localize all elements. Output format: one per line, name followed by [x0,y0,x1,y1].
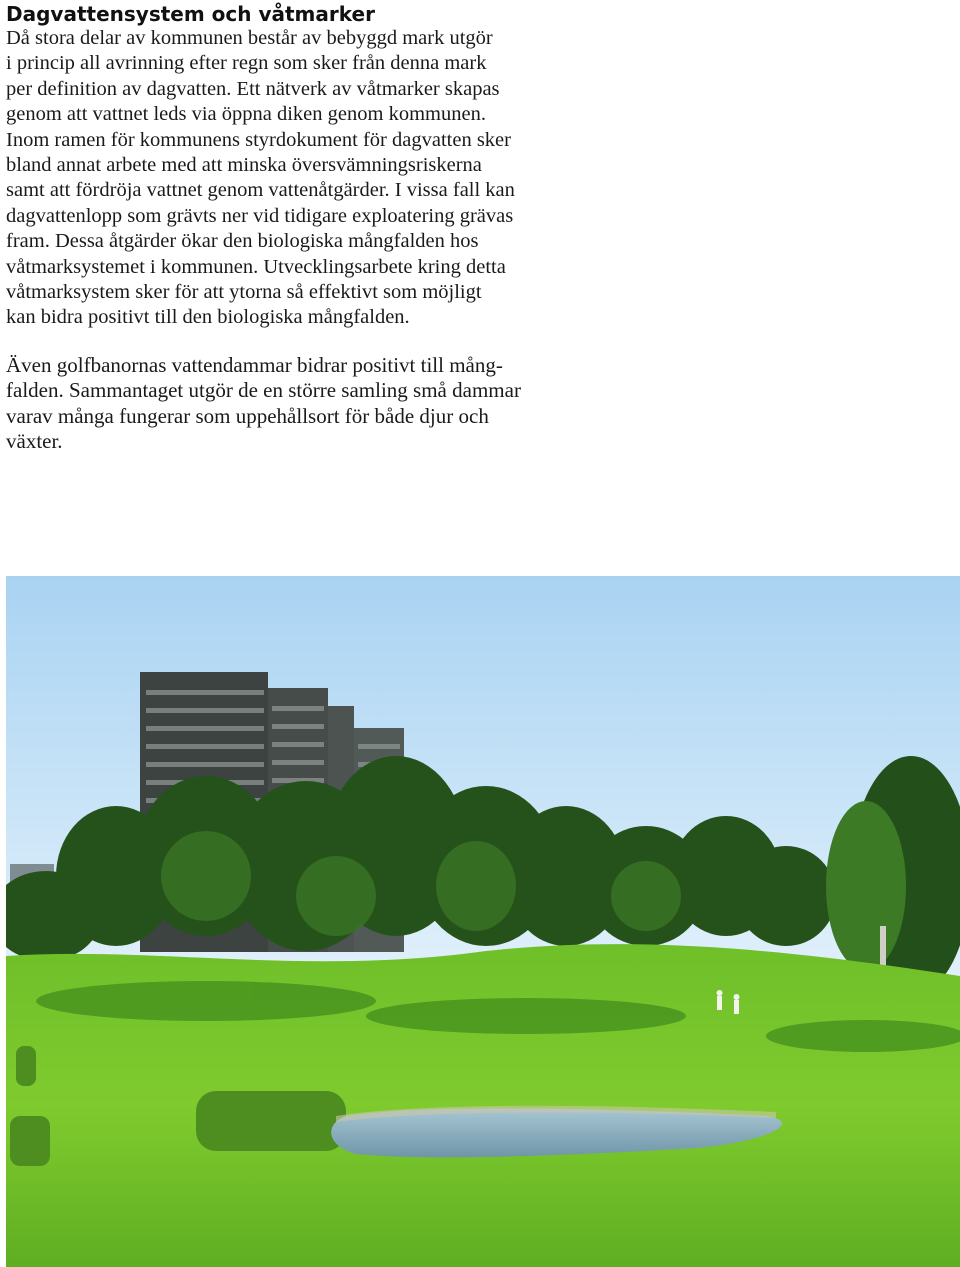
paragraph-line: våtmarksystem sker för att ytorna så effektivt som möjligt [6,281,482,304]
paragraph-line: genom att vattnet leds via öppna diken genom kommunen. [6,103,486,126]
paragraph-line: kan bidra positivt till den biologiska mångfalden. [6,306,410,329]
section-heading: Dagvattensystem och våtmarker [6,2,375,26]
paragraph-line: varav många fungerar som uppehållsort för både djur och [6,403,489,428]
paragraph-line: Då stora delar av kommunen består av bebyggd mark utgör [6,27,493,49]
paragraph-line: växter. [6,429,63,454]
paragraph-line: Även golfbanornas vattendammar bidrar positivt till mång- [6,353,503,377]
paragraph-golf-ponds [6,353,521,455]
photo-illustration [6,576,960,1267]
paragraph-line: per definition av dagvatten. Ett nätverk av våtmarker skapas [6,77,500,100]
paragraph-line: dagvattenlopp som grävts ner vid tidigare exploatering grävas [6,204,514,227]
paragraph-line: i princip all avrinning efter regn som sker från denna mark [6,52,487,75]
paragraph-line: fram. Dessa åtgärder ökar den biologiska mångfalden hos [6,230,479,253]
paragraph-line: falden. Sammantaget utgör de en större samling små dammar [6,378,521,403]
paragraph-line: samt att fördröja vattnet genom vattenåtgärder. I vissa fall kan [6,179,515,202]
golf-pond-photo [6,576,960,1267]
paragraph-line: våtmarksystemet i kommunen. Utvecklingsarbete kring detta [6,255,506,278]
paragraph-line: Inom ramen för kommunens styrdokument för dagvatten sker [6,128,511,151]
paragraph-wetlands [6,26,515,331]
paragraph-line: bland annat arbete med att minska översvämningsriskerna [6,154,482,177]
